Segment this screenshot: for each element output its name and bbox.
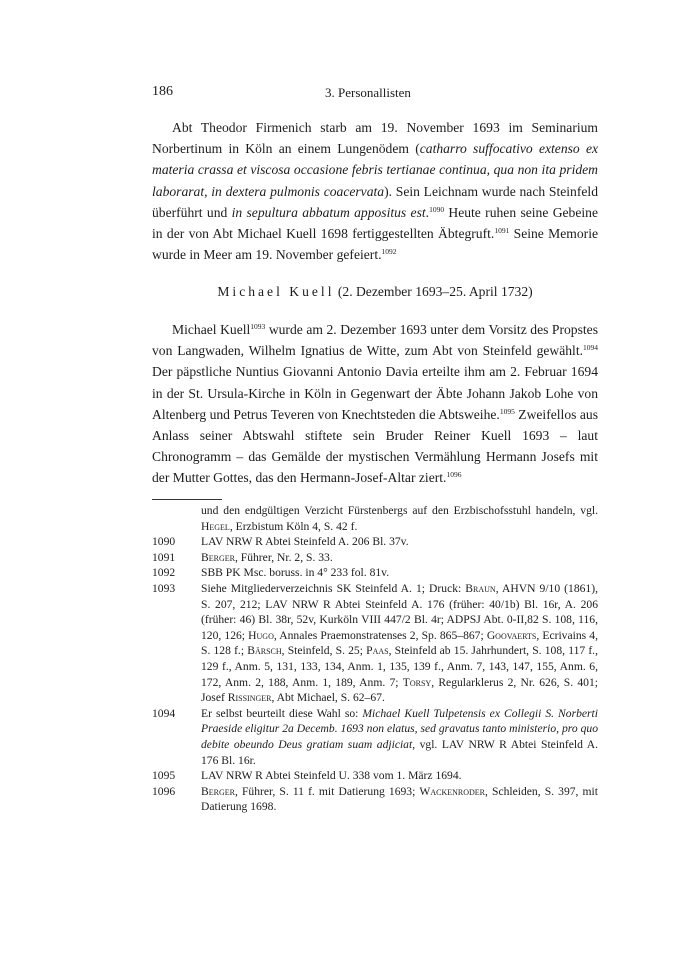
- paragraph-firmenich-death: Abt Theodor Firmenich starb am 19. November 1693 im Seminarium Norbertinum in Köln an einem Lungenödem (catharro suffocativo extenso ex materia crassa et viscosa occasione febris tertianae continua, qua non ita pridem laborarat, in dextera pulmonis coacervata). Sein Leichnam wurde nach Steinfeld überführt und in sepultura abbatum appositus est.$^{1090}$ Heute ruhen seine Gebeine in der von Abt Michael Kuell 1698 fertiggestellten Äbtegruft.$^{1091}$ Seine Memorie wurde in Meer am 19. November gefeiert.$^{1092}$: [152, 120, 599, 263]
- section-heading: [152, 284, 598, 300]
- footnote-1091: 1091 Berger, Führer, Nr. 2, S. 33.: [152, 550, 333, 564]
- footnote-continuation: und den endgültigen Verzicht Fürstenbergs auf den Erzbischofsstuhl handeln, vgl. Hegel, Erzbistum Köln 4, S. 42 f.: [201, 504, 598, 533]
- footnote-1090: 1090 LAV NRW R Abtei Steinfeld A. 206 Bl. 37v.: [152, 535, 409, 549]
- footnote-1093: 1093 Siehe Mitgliederverzeichnis SK Steinfeld A. 1; Druck: Braun, AHVN 9/10 (1861), S. 207, 212; LAV NRW R Abtei Steinfeld A. 176 (früher: 40/1b) Bl. 16r, A. 206 (früher: 46) Bl. 38r, 52v, Kurköln VIII 447/2 Bl. 4r; ADPSJ Abt. 0-II,82 S. 108, 116, 120, 126; Hugo, Annales Praemonstratenses 2, Sp. 865–867; Goovaerts, Ecrivains 4, S. 128 f.; Bärsch, Steinfeld, S. 25; Paas, Steinfeld ab 15. Jahrhundert, S. 108, 117 f., 129 f., Anm. 5, 131, 133, 134, Anm. 1, 135, 139 f., Anm. 7, 143, 147, 155, Anm. 6, 172, Anm. 2, 188, Anm. 1, 189, Anm. 7; Torsy, Regularklerus 2, Nr. 626, S. 401; Josef Rissinger, Abt Michael, S. 62–67.: [152, 581, 598, 705]
- footnote-ref: 1096: [446, 470, 462, 480]
- footnote-ref: 1092: [381, 247, 397, 257]
- paragraph-kuell-election: Michael Kuell$^{1093}$ wurde am 2. Dezember 1693 unter dem Vorsitz des Propstes von Langwaden, Wilhelm Ignatius de Witte, zum Abt von Steinfeld gewählt.$^{1094}$ Der päpstliche Nuntius Giovanni Antonio Davia erteilte ihm am 2. Februar 1694 in der St. Ursula-Kirche in Köln in Gegenwart der Äbte Johann Jakob Lohe von Altenberg und Petrus Teveren von Knechtsteden die Abtsweihe.$^{1095}$ Zweifellos aus Anlass seiner Abtswahl stiftete sein Bruder Reiner Kuell 1693 – laut Chronogramm – das Gemälde der mystischen Vermählung Hermann Josefs mit der Mutter Gottes, das den Hermann-Josef-Altar ziert.$^{1096}$: [152, 322, 598, 486]
- footnote-1092: 1092 SBB PK Msc. boruss. in 4° 233 fol. 81v.: [152, 566, 390, 580]
- running-head: 3. Personallisten: [325, 85, 411, 100]
- footnote-1096: 1096 Berger, Führer, S. 11 f. mit Datierung 1693; Wackenroder, Schleiden, S. 397, mit Datierung 1698.: [152, 784, 598, 814]
- footnote-ref: 1095: [499, 406, 515, 416]
- footnotes: [152, 503, 598, 815]
- footnote-1095: 1095 LAV NRW R Abtei Steinfeld U. 338 vom 1. März 1694.: [152, 769, 462, 783]
- footnote-ref: 1090: [429, 204, 445, 214]
- footnote-ref: 1093: [250, 322, 266, 331]
- footnote-ref: 1091: [494, 226, 510, 236]
- abbot-name: Michael Kuell: [217, 284, 335, 299]
- page-number: 186: [152, 84, 173, 99]
- footnote-1094: 1094 Er selbst beurteilt diese Wahl so: Michael Kuell Tulpetensis ex Collegii S. Norberti Praeside eligitur 2a Decemb. 1693 non elatus, sed gravatus tanto ministerio, pro quo debite obeundo Deus gratiam suam adjiciat, vgl. LAV NRW R Abtei Steinfeld A. 176 Bl. 16r.: [152, 706, 598, 767]
- abbot-dates: (2. Dezember 1693–25. April 1732): [334, 284, 533, 299]
- footnote-divider: [152, 499, 222, 500]
- footnote-ref: 1094: [583, 343, 598, 353]
